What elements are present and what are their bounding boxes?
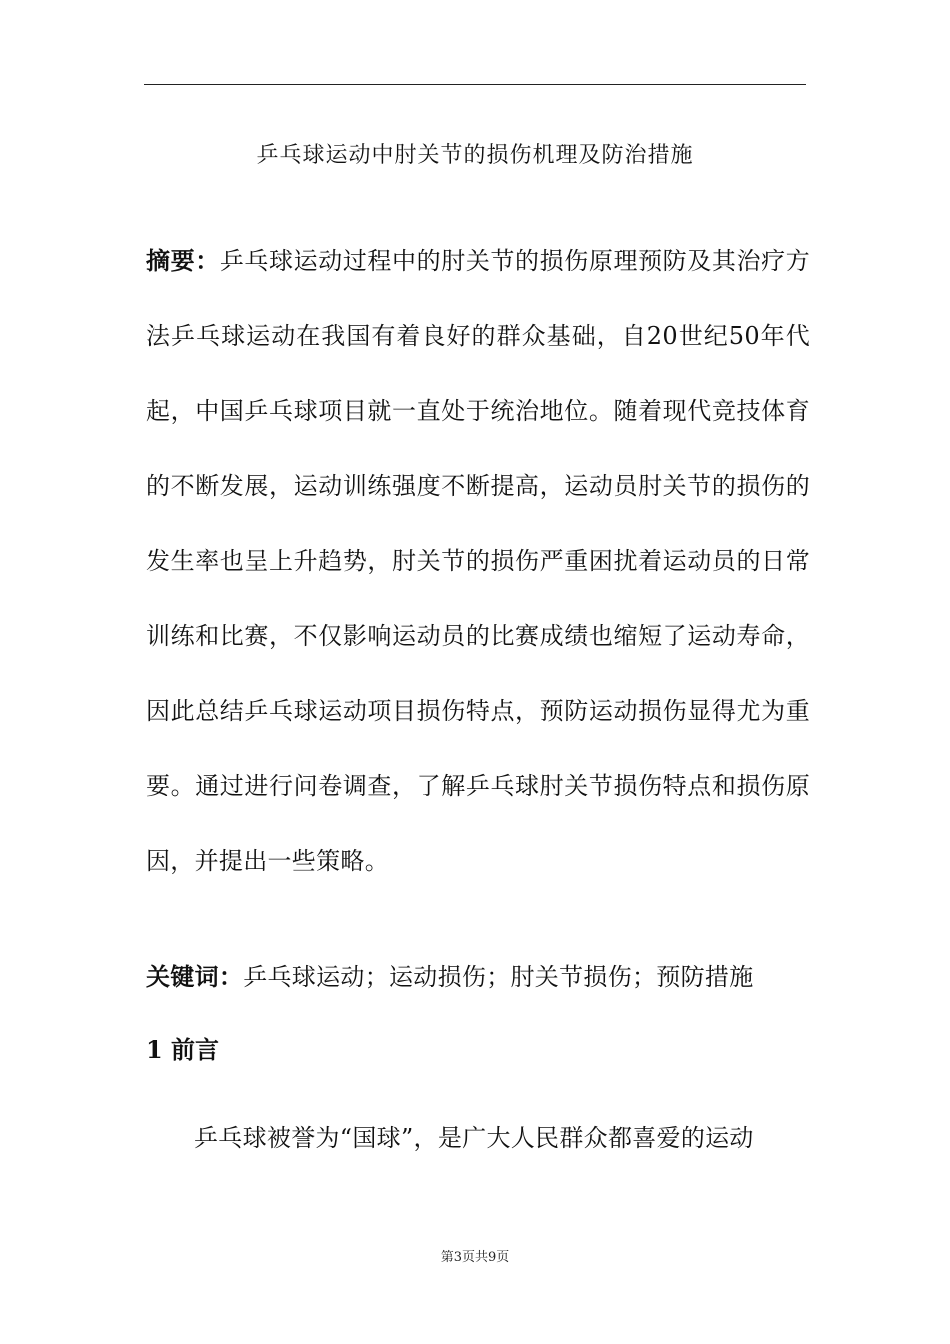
document-title: 乒乓球运动中肘关节的损伤机理及防治措施: [256, 143, 694, 168]
header-rule: [144, 84, 806, 85]
keywords-label: 关键词：: [146, 963, 244, 991]
keywords-line: [146, 955, 810, 999]
body-paragraph: 乒乓球被誉为“国球”，是广大人民群众都喜爱的运动: [194, 1124, 754, 1152]
keywords-text: 乒乓球运动；运动损伤；肘关节损伤；预防措施: [243, 963, 754, 991]
abstract-label: 摘要：: [146, 247, 220, 275]
abstract-text: 乒乓球运动过程中的肘关节的损伤原理预防及其治疗方法乒乓球运动在我国有着良好的群众基础，自20世纪50年代起，中国乒乓球项目就一直处于统治地位。随着现代竞技体育的不断发展，运动训练强度不断提高，运动员肘关节的损伤的发生率也呈上升趋势，肘关节的损伤严重困扰着运动员的日常训练和比赛，不仅影响运动员的比赛成绩也缩短了运动寿命，因此总结乒乓球运动项目损伤特点，预防运动损伤显得尤为重要。通过进行问卷调查，了解乒乓球肘关节损伤特点和损伤原因，并提出一些策略。: [146, 247, 810, 875]
section-heading: 1 前言: [146, 1035, 220, 1064]
page-number-footer: 第3页共9页: [440, 1250, 510, 1265]
abstract-paragraph: [146, 224, 810, 899]
